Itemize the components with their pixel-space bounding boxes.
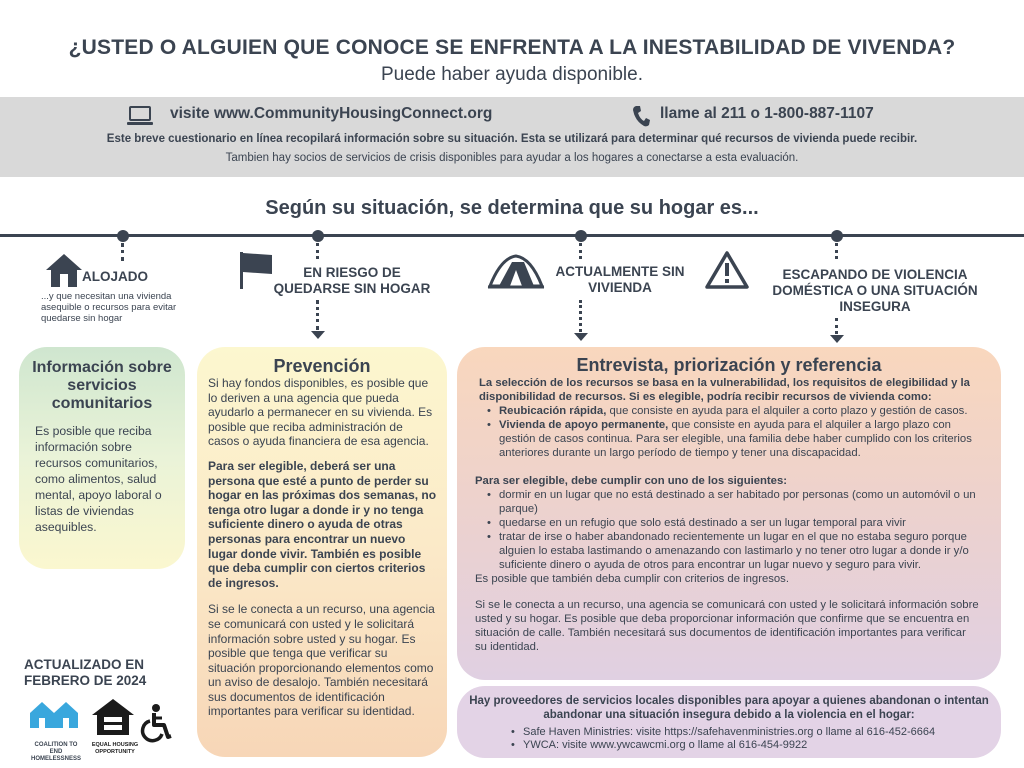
timeline-line xyxy=(0,234,1024,237)
website-link[interactable]: visite www.CommunityHousingConnect.org xyxy=(170,105,493,122)
prevention-card xyxy=(197,347,447,757)
logo-text-line: OPPORTUNITY xyxy=(95,748,135,755)
prevention-p2: Para ser elegible, deberá ser una persona que esté a punto de perder su hogar en las próximas dos semanas, no tenga otro lugar a donde ir y no tenga suficiente dinero o ayuda de otras personas para encontrar un nuevo lugar donde vivir. También es posible que deba cumplir con ciertos criterios de ingresos. xyxy=(208,458,437,590)
connector xyxy=(579,300,582,332)
coalition-logo-text xyxy=(28,742,84,763)
timeline-dot xyxy=(831,230,843,242)
resource-name: Vivienda de apoyo permanente, xyxy=(499,419,669,431)
category-housed-desc: ...y que necesitan una vivienda asequible o recursos para evitar quedarse sin hogar xyxy=(41,291,177,324)
list-item: • tratar de irse o haber abandonado recientemente un lugar en el que no estaba seguro porque alguien lo estaba lastimando o amenazando con lastimarlo y no tener otro lugar a donde ir y/o suficiente dinero o ayuda de otros para encontrar un lugar nuevo y seguro para vivir. xyxy=(487,530,989,572)
arrow-down-icon xyxy=(830,335,844,343)
community-info-card xyxy=(19,347,185,569)
category-at-risk-line: EN RIESGO DE xyxy=(303,265,401,280)
resource-list xyxy=(487,404,981,460)
prevention-title: Prevención xyxy=(273,356,371,376)
list-item: • dormir en un lugar que no está destinado a ser habitado por personas (como un automóvil o un parque) xyxy=(487,488,989,516)
house-icon xyxy=(44,252,84,288)
arrow-down-icon xyxy=(574,333,588,341)
connector xyxy=(835,318,838,334)
evaluation-card xyxy=(457,347,1001,680)
timeline-dot xyxy=(575,230,587,242)
list-item xyxy=(487,418,981,460)
logo-text-line: EQUAL HOUSING xyxy=(91,742,139,748)
accessibility-icon xyxy=(140,703,172,743)
contact-band xyxy=(0,97,1024,177)
arrow-down-icon xyxy=(311,331,325,339)
updated-date xyxy=(24,657,146,689)
timeline-dot xyxy=(312,230,324,242)
page-title: ¿USTED O ALGUIEN QUE CONOCE SE ENFRENTA A LA INESTABILIDAD DE VIVENDA? xyxy=(68,36,956,59)
connector xyxy=(835,243,838,259)
category-at-risk xyxy=(262,265,442,297)
resource-desc: que consiste en ayuda para el alquiler a largo plazo con gestión de casos continua. Para ser elegible, una familia debe haber cumplido con los criterios anteriores durante un largo período de tiempo y tener una discapacidad. xyxy=(499,419,972,459)
updated-line: ACTUALIZADO EN xyxy=(24,657,144,672)
warning-icon xyxy=(705,250,749,290)
list-item: • Safe Haven Ministries: visite https://safehavenministries.org o llame al 616-452-6664 xyxy=(511,726,1001,739)
equal-housing-text xyxy=(90,742,140,755)
prevention-p3: Si se le conecta a un recurso, una agencia se comunicará con usted y le solicitará información sobre usted y su hogar. Es posible que tenga que verificar su situación proporcionando elementos como un aviso de desalojo. También necesitará sus documentos de identificación importantes para verificar su identidad. xyxy=(208,602,435,719)
dv-provider-list xyxy=(511,726,1001,752)
prevention-p1: Si hay fondos disponibles, es posible que lo deriven a una agencia que pueda ayudarlo a permanecer en su vivienda. Es posible que reciba administración de casos o ayuda financiera de esa agencia. xyxy=(208,376,433,449)
coalition-logo xyxy=(28,699,84,762)
resource-name: Reubicación rápida, xyxy=(499,405,607,417)
resource-desc: que consiste en ayuda para el alquiler a corto plazo y gestión de casos. xyxy=(606,405,968,417)
list-item: • YWCA: visite www.ywcawcmi.org o llame al 616-454-9922 xyxy=(511,739,1001,752)
category-fleeing-line: DOMÉSTICA O UNA SITUACIÓN xyxy=(772,283,978,298)
income-note: Es posible que también deba cumplir con criterios de ingresos. xyxy=(475,573,789,585)
equal-housing-icon xyxy=(90,697,136,737)
dv-heading: Hay proveedores de servicios locales disponibles para apoyar a quienes abandonan o intentan abandonar una situación insegura debido a la violencia en el hogar: xyxy=(469,695,989,721)
community-info-body: Es posible que reciba información sobre recursos comunitarios, como alimentos, salud mental, apoyo laboral o listas de viviendas asequibles. xyxy=(35,424,162,534)
timeline-dot xyxy=(117,230,129,242)
connector xyxy=(316,243,319,259)
eligibility-list xyxy=(487,488,989,572)
laptop-icon xyxy=(126,106,154,126)
eligibility-heading: Para ser elegible, debe cumplir con uno de los siguientes: xyxy=(475,475,788,487)
phone-number[interactable]: llame al 211 o 1-800-887-1107 xyxy=(660,105,874,122)
tent-icon xyxy=(486,252,546,290)
category-homeless-line: ACTUALMENTE SIN xyxy=(555,264,685,279)
list-item: • quedarse en un refugio que solo está destinado a ser un lugar temporal para vivir xyxy=(487,516,989,530)
determination-heading: Según su situación, se determina que su hogar es... xyxy=(265,197,759,219)
coalition-houses-icon xyxy=(28,699,80,729)
domestic-violence-card xyxy=(457,686,1001,758)
list-item xyxy=(487,404,981,418)
category-at-risk-line: QUEDARSE SIN HOGAR xyxy=(273,281,431,296)
connector xyxy=(579,243,582,259)
category-fleeing-line: ESCAPANDO DE VIOLENCIA xyxy=(782,267,968,282)
questionnaire-note: Este breve cuestionario en línea recopilará información sobre su situación. Esta se utilizará para determinar qué recursos de vivienda puede recibir. xyxy=(106,133,918,145)
updated-line: FEBRERO DE 2024 xyxy=(24,673,147,688)
logo-text-line: HOMELESSNESS xyxy=(30,756,81,762)
connector xyxy=(121,243,124,261)
category-homeless-line: VIVIENDA xyxy=(588,280,652,295)
crisis-partners-note: Tambien hay socios de servicios de crisis disponibles para ayudar a los hogares a conectarse a esta evaluación. xyxy=(225,152,799,164)
category-fleeing xyxy=(760,267,990,315)
connector xyxy=(316,300,319,330)
category-homeless xyxy=(540,264,700,296)
evaluation-title: Entrevista, priorización y referencia xyxy=(576,355,882,375)
page-subtitle: Puede haber ayuda disponible. xyxy=(381,64,643,85)
logo-text-line: COALITION TO END xyxy=(34,742,78,755)
equal-housing-logo xyxy=(90,697,140,755)
phone-icon xyxy=(632,105,650,127)
category-fleeing-line: INSEGURA xyxy=(839,299,911,314)
evaluation-intro: La selección de los recursos se basa en la vulnerabilidad, los requisitos de elegibilidad y la disponibilidad de recursos. Si es elegible, podría recibir recursos de vivienda como: xyxy=(479,377,970,403)
category-housed: ALOJADO xyxy=(82,269,149,284)
connect-note: Si se le conecta a un recurso, una agencia se comunicará con usted y le solicitará información sobre usted y su hogar. Es posible que deba proporcionar información que confirme que se encuentra en situación de calle. También necesitará sus documentos de identificación importantes para verificar su identidad. xyxy=(475,599,979,653)
community-info-title: Información sobre servicios comunitarios xyxy=(32,359,172,412)
